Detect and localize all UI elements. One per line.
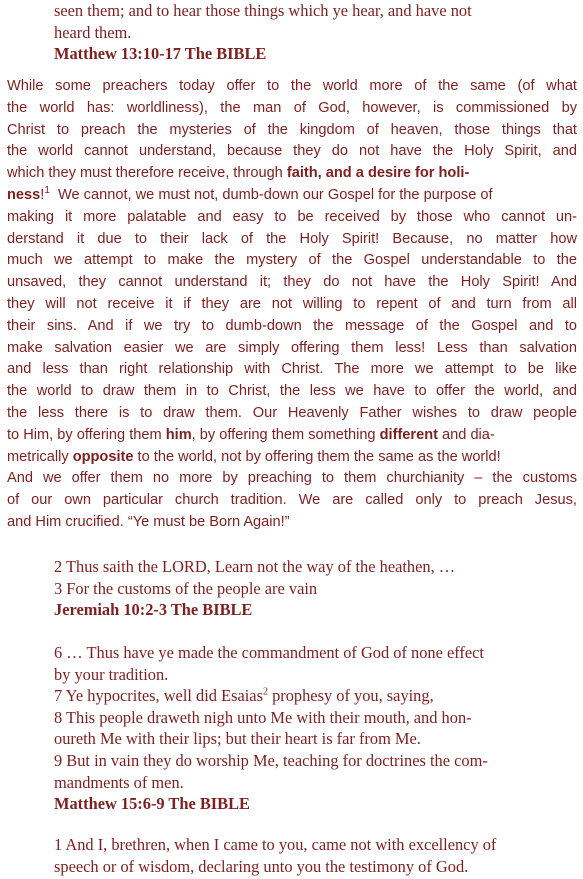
paragraph-line: much we attempt to make the mystery of the Gospel understandable to the (7, 252, 577, 269)
emphasis-faith: faith, and a desire for holi- (286, 165, 470, 182)
quote-line (54, 685, 574, 707)
text-run: to the world, not by offering them the same as the world! (133, 448, 501, 465)
body-paragraph (7, 76, 577, 534)
scripture-quote-matthew-15 (54, 642, 574, 815)
text-run: which they must therefore receive, through (7, 165, 287, 182)
emphasis-opposite: opposite (72, 448, 134, 465)
paragraph-line: derstand it due to their lack of the Holy Spirit! Because, no matter how (7, 230, 577, 247)
quote-line: 6 … Thus have ye made the commandment of God of none effect (54, 643, 484, 662)
paragraph-line (7, 447, 577, 469)
footnote-marker: 1 (44, 185, 50, 197)
scripture-quote-jeremiah-10 (54, 556, 574, 621)
text-run: , by offering them something (191, 426, 380, 443)
quote-line: seen them; and to hear those things which ye hear, and have not (54, 1, 472, 20)
emphasis-different: different (379, 426, 438, 443)
paragraph-line (7, 163, 577, 185)
text-run: to Him, by offering them (7, 426, 166, 443)
quote-line: 1 And I, brethren, when I came to you, came not with excellency of (54, 835, 497, 854)
emphasis-him: him (165, 426, 192, 443)
quote-line: 8 This people draweth nigh unto Me with their mouth, and hon- (54, 707, 472, 727)
text-run: prophesy of you, saying, (267, 686, 434, 706)
scripture-reference: Matthew 13:10-17 The BIBLE (54, 44, 267, 64)
paragraph-line: they will not receive it if they are not willing to repent of and turn from all (7, 295, 577, 312)
paragraph-line: Christ to preach the mysteries of the kingdom of heaven, those things that (7, 121, 577, 138)
paragraph-line: their sins. And if we try to dumb-down the message of the Gospel and to (7, 317, 577, 334)
paragraph-line: unsaved, they cannot understand it; they do not have the Holy Spirit! And (7, 274, 577, 291)
paragraph-line: and less than right relationship with Christ. The more we attempt to be like (7, 361, 577, 378)
quote-line: heard them. (54, 22, 132, 42)
scripture-reference: Matthew 15:6-9 The BIBLE (54, 794, 250, 814)
text-run: and dia- (437, 426, 495, 443)
paragraph-line (7, 185, 577, 207)
quote-line: speech or of wisdom, declaring unto you the testimony of God. (54, 856, 469, 876)
paragraph-line: of our own particular church tradition. We are called only to preach Jesus, (7, 492, 577, 509)
emphasis-ness: ness (7, 186, 41, 203)
paragraph-line: the world to draw them in to Christ, the less we have to offer the world, and (7, 383, 577, 400)
scripture-quote-corinthians (54, 834, 574, 877)
paragraph-line: and Him crucified. “Ye must be Born Again!” (7, 513, 290, 530)
quote-line: 9 But in vain they do worship Me, teaching for doctrines the com- (54, 750, 488, 770)
paragraph-line: And we offer them no more by preaching to them churchianity – the customs (7, 470, 577, 487)
text-run: ! (40, 186, 45, 203)
text-run: We cannot, we must not, dumb-down our Gospel for the purpose of (49, 186, 493, 203)
footnote-marker: 2 (262, 686, 268, 698)
paragraph-line: the less there is to draw them. Our Heavenly Father wishes to draw people (7, 404, 577, 421)
quote-line: oureth Me with their lips; but their heart is far from Me. (54, 729, 421, 749)
quote-line: 3 For the customs of the people are vain (54, 578, 318, 598)
paragraph-line: the world has: worldliness), the man of God, however, is commissioned by (7, 99, 577, 116)
quote-line: mandments of men. (54, 772, 184, 792)
quote-line: by your tradition. (54, 664, 169, 684)
scripture-reference: Jeremiah 10:2-3 The BIBLE (54, 600, 253, 620)
quote-line: 2 Thus saith the LORD, Learn not the way of the heathen, … (54, 557, 456, 576)
paragraph-line: the world cannot understand, because they do not have the Holy Spirit, and (7, 143, 577, 160)
paragraph-line: making it more palatable and easy to be received by those who cannot un- (7, 208, 577, 225)
paragraph-line (7, 425, 577, 447)
paragraph-line: make salvation easier we are simply offering them less! Less than salvation (7, 339, 577, 356)
text-run: metrically (7, 448, 73, 465)
paragraph-line: While some preachers today offer to the world more of the same (of what (7, 78, 577, 94)
scripture-quote-matthew-13 (54, 0, 574, 65)
text-run: 7 Ye hypocrites, well did Esaias (54, 686, 263, 706)
